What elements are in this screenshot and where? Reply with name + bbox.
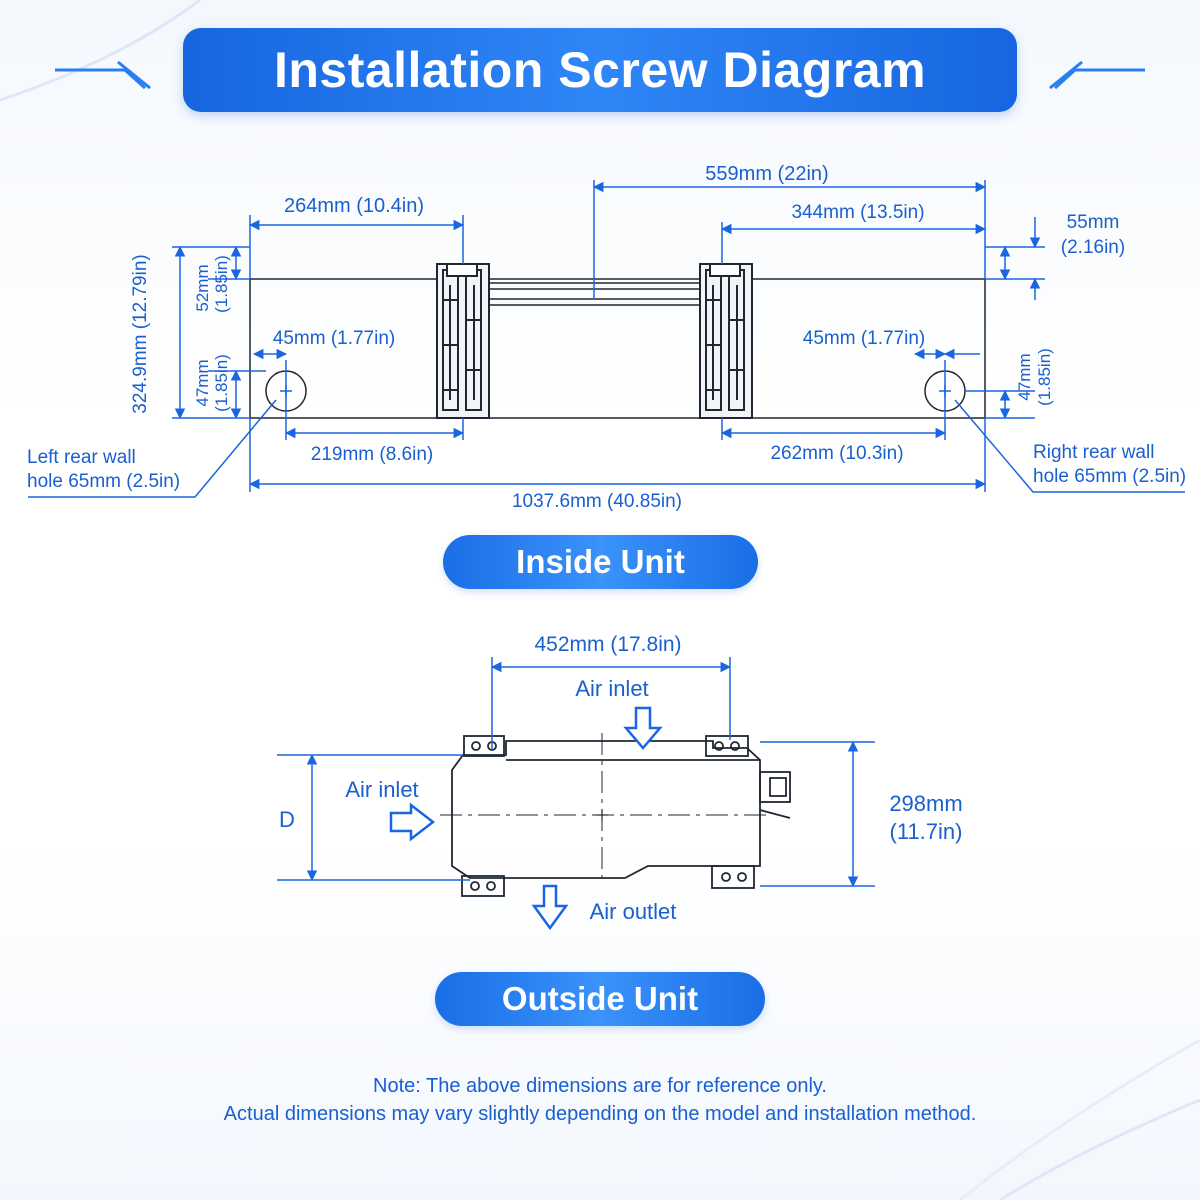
dim-left-bottom-span: 219mm (8.6in) <box>310 444 434 465</box>
outside-width-label: 452mm (17.8in) <box>534 633 682 656</box>
dim-left-hole-offset: 45mm (1.77in) <box>272 328 396 349</box>
air-outlet-label: Air outlet <box>589 899 677 924</box>
dim-lower-left-in: (1.85in) <box>212 354 231 412</box>
outside-height-in-label: (11.7in) <box>889 819 963 844</box>
air-inlet-side-arrow-icon <box>391 805 433 839</box>
outside-unit-drawing <box>440 733 790 896</box>
right-hole-callout-line2: hole 65mm (2.5in) <box>1033 466 1187 487</box>
outside-unit-heading: Outside Unit <box>435 972 765 1026</box>
dim-lower-left-mm: 47mm <box>193 359 212 407</box>
air-outlet-arrow-icon <box>534 886 566 928</box>
dim-upper-height-mm: 52mm <box>193 264 212 312</box>
left-hole-callout-line2: hole 65mm (2.5in) <box>27 471 181 492</box>
inside-dimension-lines <box>28 180 1185 497</box>
air-inlet-top-label: Air inlet <box>575 676 649 701</box>
dim-right-bottom-span: 262mm (10.3in) <box>770 443 904 464</box>
inside-unit-labels <box>27 163 1186 512</box>
air-inlet-side-label: Air inlet <box>345 777 419 802</box>
dim-right-offset-in: (2.16in) <box>1060 237 1126 258</box>
reference-note-detail: Actual dimensions may vary slightly depending on the model and installation method. <box>223 1103 977 1125</box>
left-hole-callout-line1: Left rear wall <box>27 447 136 468</box>
air-inlet-top-arrow-icon <box>626 708 660 748</box>
dim-top-span: 559mm (22in) <box>705 163 829 185</box>
dim-right-offset-mm: 55mm <box>1066 212 1120 233</box>
right-hole-callout-line1: Right rear wall <box>1033 442 1155 463</box>
dim-right-span: 344mm (13.5in) <box>791 202 925 223</box>
title-decoration-right <box>1050 62 1145 88</box>
dim-total-height: 324.9mm (12.79in) <box>130 254 151 414</box>
dim-right-hole-offset: 45mm (1.77in) <box>802 328 926 349</box>
reference-note: Note: The above dimensions are for reference only. <box>373 1075 827 1097</box>
dim-left-span: 264mm (10.4in) <box>283 195 425 217</box>
outside-height-mm-label: 298mm <box>889 791 963 816</box>
page-title: Installation Screw Diagram <box>183 28 1017 112</box>
inside-unit-heading: Inside Unit <box>443 535 758 589</box>
dim-lower-right-in: (1.85in) <box>1035 348 1054 406</box>
left-mount-bracket <box>437 264 489 418</box>
right-mount-bracket <box>700 264 752 418</box>
dim-total-width: 1037.6mm (40.85in) <box>511 491 683 512</box>
dim-upper-height-in: (1.85in) <box>212 255 231 313</box>
dim-lower-right-mm: 47mm <box>1015 353 1034 401</box>
outside-unit-body <box>452 741 760 878</box>
outside-depth-label: D <box>279 807 295 832</box>
